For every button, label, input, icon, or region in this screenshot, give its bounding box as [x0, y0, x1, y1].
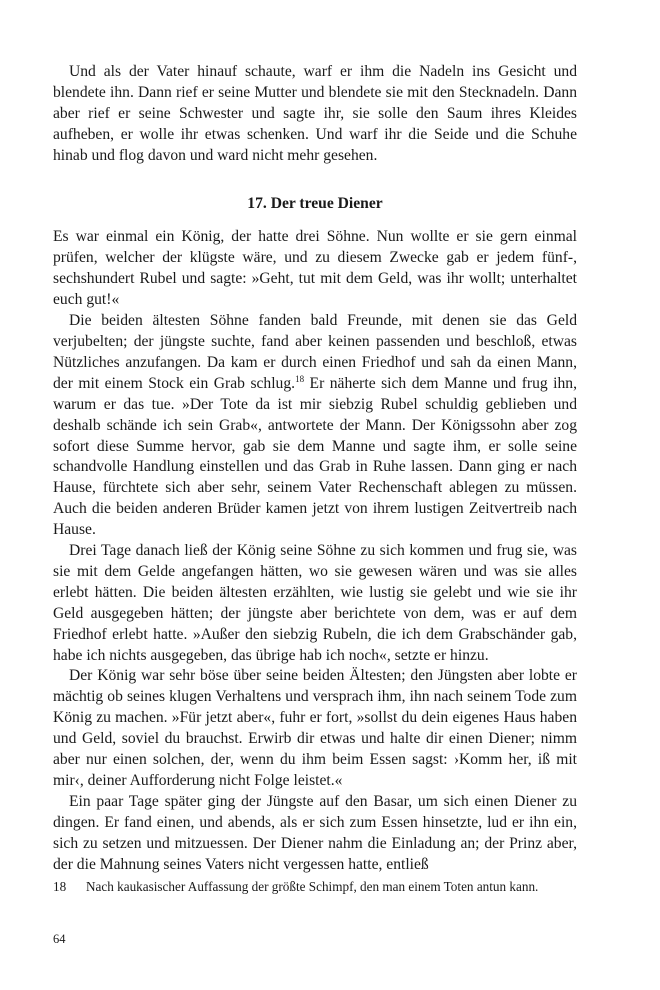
carryover-paragraph: Und als der Vater hinauf schaute, warf er ihm die Nadeln ins Gesicht und blendete ihn. Dann rief er seine Mutter und blendete sie mit den Stecknadeln. Dann aber rief er seine Schwester und sagte ihr, sie solle den Saum ihres Kleides aufheben, er wolle ihr etwas schenken. Und warf ihr die Seide und die Schuhe hinab und flog davon und ward nicht mehr gesehen. [53, 63, 577, 164]
paragraph-1: Es war einmal ein König, der hatte drei Söhne. Nun wollte er sie gern einmal prüfen, welcher der klügste wäre, und zu diesem Zwecke gab er jedem fünf-, sechshundert Rubel und sagte: »Geht, tut mit dem Geld, was ihr wollt; unterhaltet euch gut!« [53, 228, 577, 309]
paragraph-2 [53, 311, 577, 541]
paragraph-4: Der König war sehr böse über seine beiden Ältesten; den Jüngsten aber lobte er mächtig ob seines klugen Verhaltens und versprach ihm, ihn nach seinem Tode zum König zu machen. »Für jetzt aber«, fuhr er fort, »sollst du dein eigenes Haus haben und Geld, soviel du brauchst. Erwirb dir etwas und halte dir einen Diener; nimm aber nur einen solchen, der, wenn du ihm beim Essen sagst: ›Komm her, iß mit mir‹, deiner Aufforderung nicht Folge leistet.« [53, 667, 577, 789]
paragraph-5: Ein paar Tage später ging der Jüngste auf den Basar, um sich einen Diener zu dingen. Er fand einen, und abends, als er sich zum Essen hinsetzte, lud er ihn ein, sich zu setzen und mitzuessen. Der Diener nahm die Einladung an; der Prinz aber, der die Mahnung seines Vaters nicht vergessen hatte, entließ [53, 792, 577, 873]
page-body [53, 62, 577, 876]
paragraph-2-part-a: Die beiden ältesten Söhne fanden bald Freunde, mit denen sie das Geld verjubelten; der jüngste suchte, fand aber keinen passenden und beschloß, etwas Nützliches anzufangen. Da kam er durch einen Friedhof und sah da einen Mann, der mit einem Stock ein Grab schlug. [53, 312, 577, 392]
page-number: 64 [53, 932, 66, 946]
paragraph-3: Drei Tage danach ließ der König seine Söhne zu sich kommen und frug sie, was sie mit dem Gelde angefangen hätten, wo sie gewesen wären und was sie alles erlebt hätten. Die beiden ältesten erzählten, wie lustig sie gelebt und wie sie ihr Geld ausgegeben hätten; der jüngste aber berichtete von dem, was er auf dem Friedhof erlebt hatte. »Außer den siebzig Rubeln, die ich dem Grabschänder gab, habe ich nichts ausgegeben, das übrige hab ich noch«, setzte er hinzu. [53, 542, 577, 664]
footnote-reference[interactable]: 18 [295, 373, 305, 384]
footnote [53, 878, 577, 896]
footnote-text: Nach kaukasischer Auffassung der größte Schimpf, den man einem Toten antun kann. [86, 879, 539, 894]
story-title: 17. Der treue Diener [247, 194, 383, 212]
footnote-number: 18 [53, 879, 67, 894]
paragraph-2-part-b: Er näherte sich dem Manne und frug ihn, warum er das tue. »Der Tote da ist mir siebzig Rubel schuldig geblieben und deshalb schände ich sein Grab«, antwortete der Mann. Der Königssohn aber zog sofort diese Summe hervor, gab sie dem Manne und sagte ihm, er solle seine schandvolle Handlung einstellen und das Grab in Ruhe lassen. Dann ging er nach Hause, fürchtete sich aber sehr, seinem Vater Rechenschaft ablegen zu müssen. Auch die beiden anderen Brüder kamen jetzt von ihrem lustigen Zeitvertreib nach Hause. [53, 374, 577, 539]
